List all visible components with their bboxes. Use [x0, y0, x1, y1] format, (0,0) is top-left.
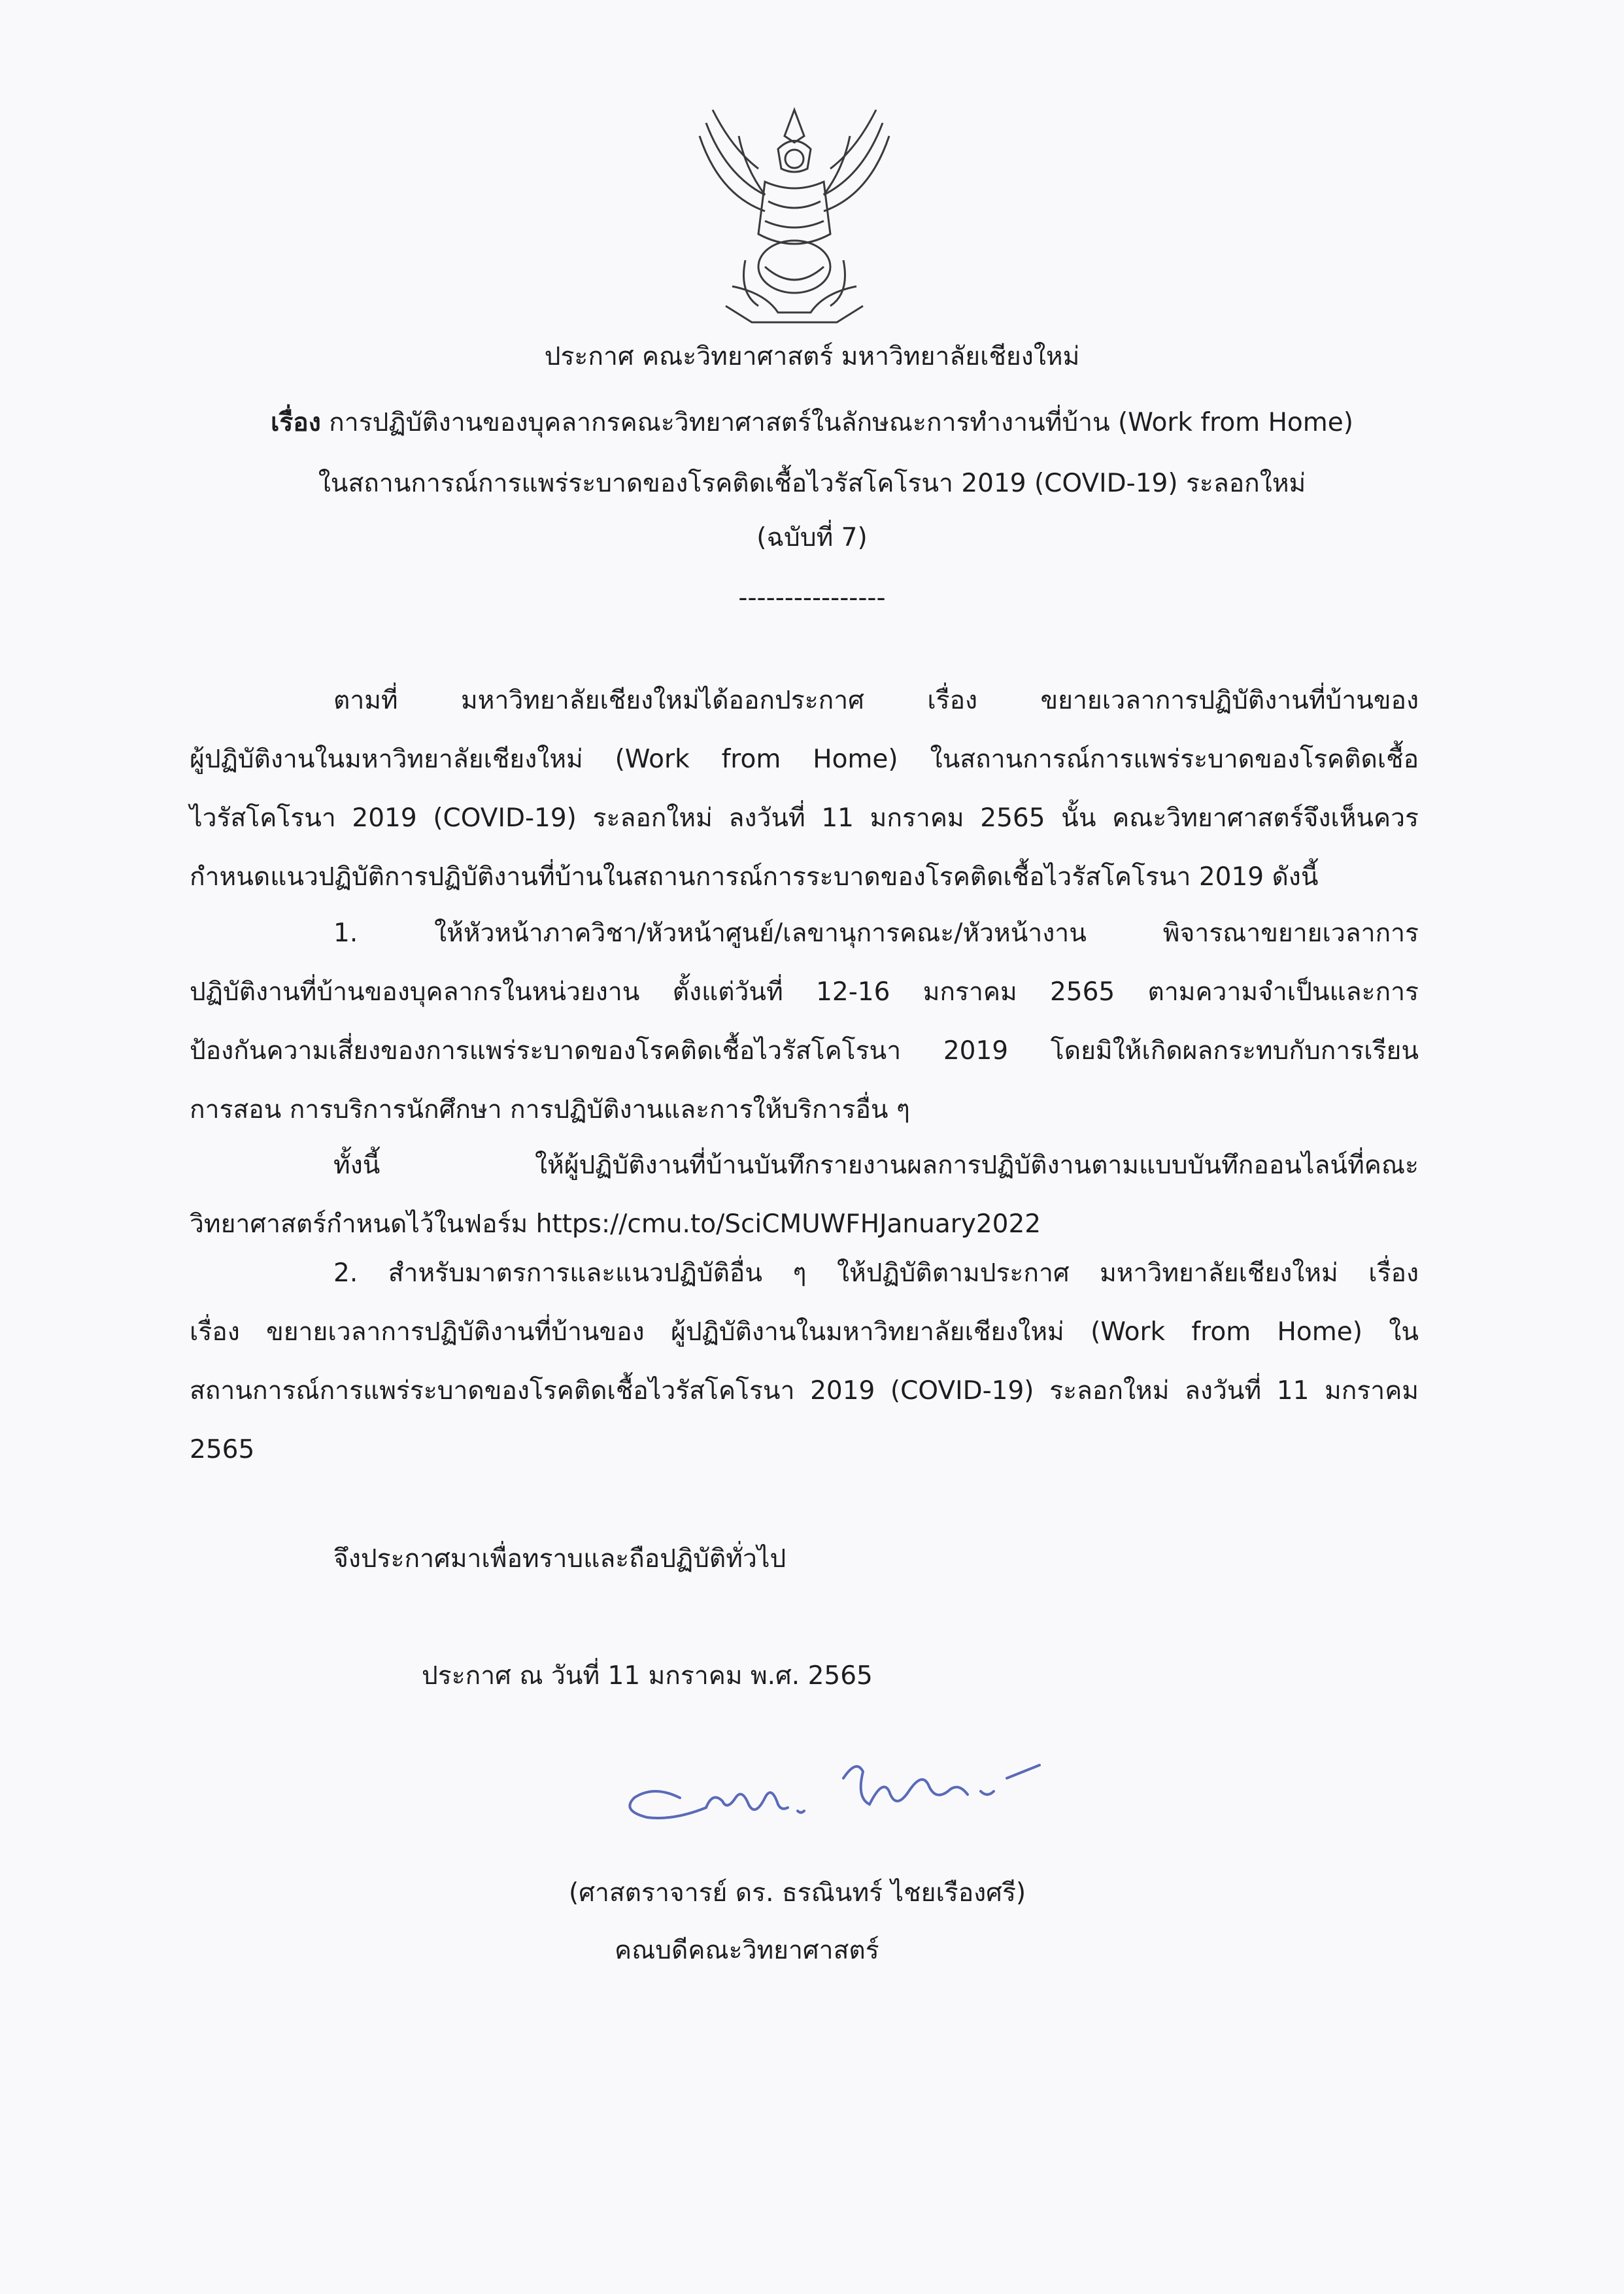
signatory-position: คณบดีคณะวิทยาศาสตร์	[615, 1936, 879, 1965]
signatory-name: (ศาสตราจารย์ ดร. ธรณินทร์ ไชยเรืองศรี)	[569, 1878, 1026, 1908]
intro-line: ผู้ปฏิบัติงานในมหาวิทยาลัยเชียงใหม่ (Work from Home) ในสถานการณ์การแพร่ระบาดของโรคติดเชื้อ	[190, 745, 1419, 774]
item-line: 2. สำหรับมาตรการและแนวปฏิบัติอื่น ๆ ให้ปฏิบัติตามประกาศ มหาวิทยาลัยเชียงใหม่ เรื่อง	[333, 1258, 1419, 1288]
note-paragraph	[190, 1147, 1419, 1245]
intro-line: ตามที่ มหาวิทยาลัยเชียงใหม่ได้ออกประกาศ เรื่อง ขยายเวลาการปฏิบัติงานที่บ้านของ	[333, 686, 1419, 715]
item-line: 1. ให้หัวหน้าภาควิชา/หัวหน้าศูนย์/เลขานุการคณะ/หัวหน้างาน พิจารณาขยายเวลาการ	[333, 919, 1419, 948]
header-context: ในสถานการณ์การแพร่ระบาดของโรคติดเชื้อไวรัสโคโรนา 2019 (COVID-19) ระลอกใหม่	[318, 469, 1306, 498]
item-line: เรื่อง ขยายเวลาการปฏิบัติงานที่บ้านของ ผู้ปฏิบัติงานในมหาวิทยาลัยเชียงใหม่ (Work from Home) ใน	[190, 1317, 1419, 1347]
item-line: ป้องกันความเสี่ยงของการแพร่ระบาดของโรคติดเชื้อไวรัสโคโรนา 2019 โดยมิให้เกิดผลกระทบกับการเรียน	[190, 1036, 1419, 1066]
intro-paragraph	[190, 683, 1419, 892]
subject-text: การปฏิบัติงานของบุคลากรคณะวิทยาศาสตร์ในลักษณะการทำงานที่บ้าน (Work from Home)	[320, 408, 1353, 437]
intro-line: กำหนดแนวปฏิบัติการปฏิบัติงานที่บ้านในสถานการณ์การระบาดของโรคติดเชื้อไวรัสโคโรนา 2019 ดังนี้	[190, 862, 1319, 892]
item-2-paragraph	[190, 1255, 1419, 1464]
item-line: 2565	[190, 1435, 255, 1464]
intro-line: ไวรัสโคโรนา 2019 (COVID-19) ระลอกใหม่ ลงวันที่ 11 มกราคม 2565 นั้น คณะวิทยาศาสตร์จึงเห็นควร	[190, 803, 1419, 833]
item-line: การสอน การบริการนักศึกษา การปฏิบัติงานและการให้บริการอื่น ๆ	[190, 1095, 910, 1124]
header-edition: (ฉบับที่ 7)	[756, 523, 868, 552]
note-line: วิทยาศาสตร์กำหนดไว้ในฟอร์ม https://cmu.to/SciCMUWFHJanuary2022	[190, 1209, 1041, 1239]
item-1-paragraph	[190, 915, 1419, 1124]
subject-label: เรื่อง	[271, 408, 321, 437]
signature-handwriting	[582, 1719, 1105, 1850]
header-title: ประกาศ คณะวิทยาศาสตร์ มหาวิทยาลัยเชียงใหม่	[544, 342, 1080, 371]
header-divider: ----------------	[738, 583, 886, 613]
item-line: ปฏิบัติงานที่บ้านของบุคลากรในหน่วยงาน ตั้งแต่วันที่ 12-16 มกราคม 2565 ตามความจำเป็นและการ	[190, 977, 1419, 1007]
note-line: ทั้งนี้ ให้ผู้ปฏิบัติงานที่บ้านบันทึกรายงานผลการปฏิบัติงานตามแบบบันทึกออนไลน์ที่คณะ	[333, 1151, 1419, 1180]
closing-line: จึงประกาศมาเพื่อทราบและถือปฏิบัติทั่วไป	[333, 1544, 787, 1574]
item-line: สถานการณ์การแพร่ระบาดของโรคติดเชื้อไวรัสโคโรนา 2019 (COVID-19) ระลอกใหม่ ลงวันที่ 11 มกราคม	[190, 1376, 1419, 1406]
header-subject	[0, 405, 1624, 441]
date-line: ประกาศ ณ วันที่ 11 มกราคม พ.ศ. 2565	[422, 1661, 873, 1691]
garuda-emblem-icon	[686, 97, 902, 339]
